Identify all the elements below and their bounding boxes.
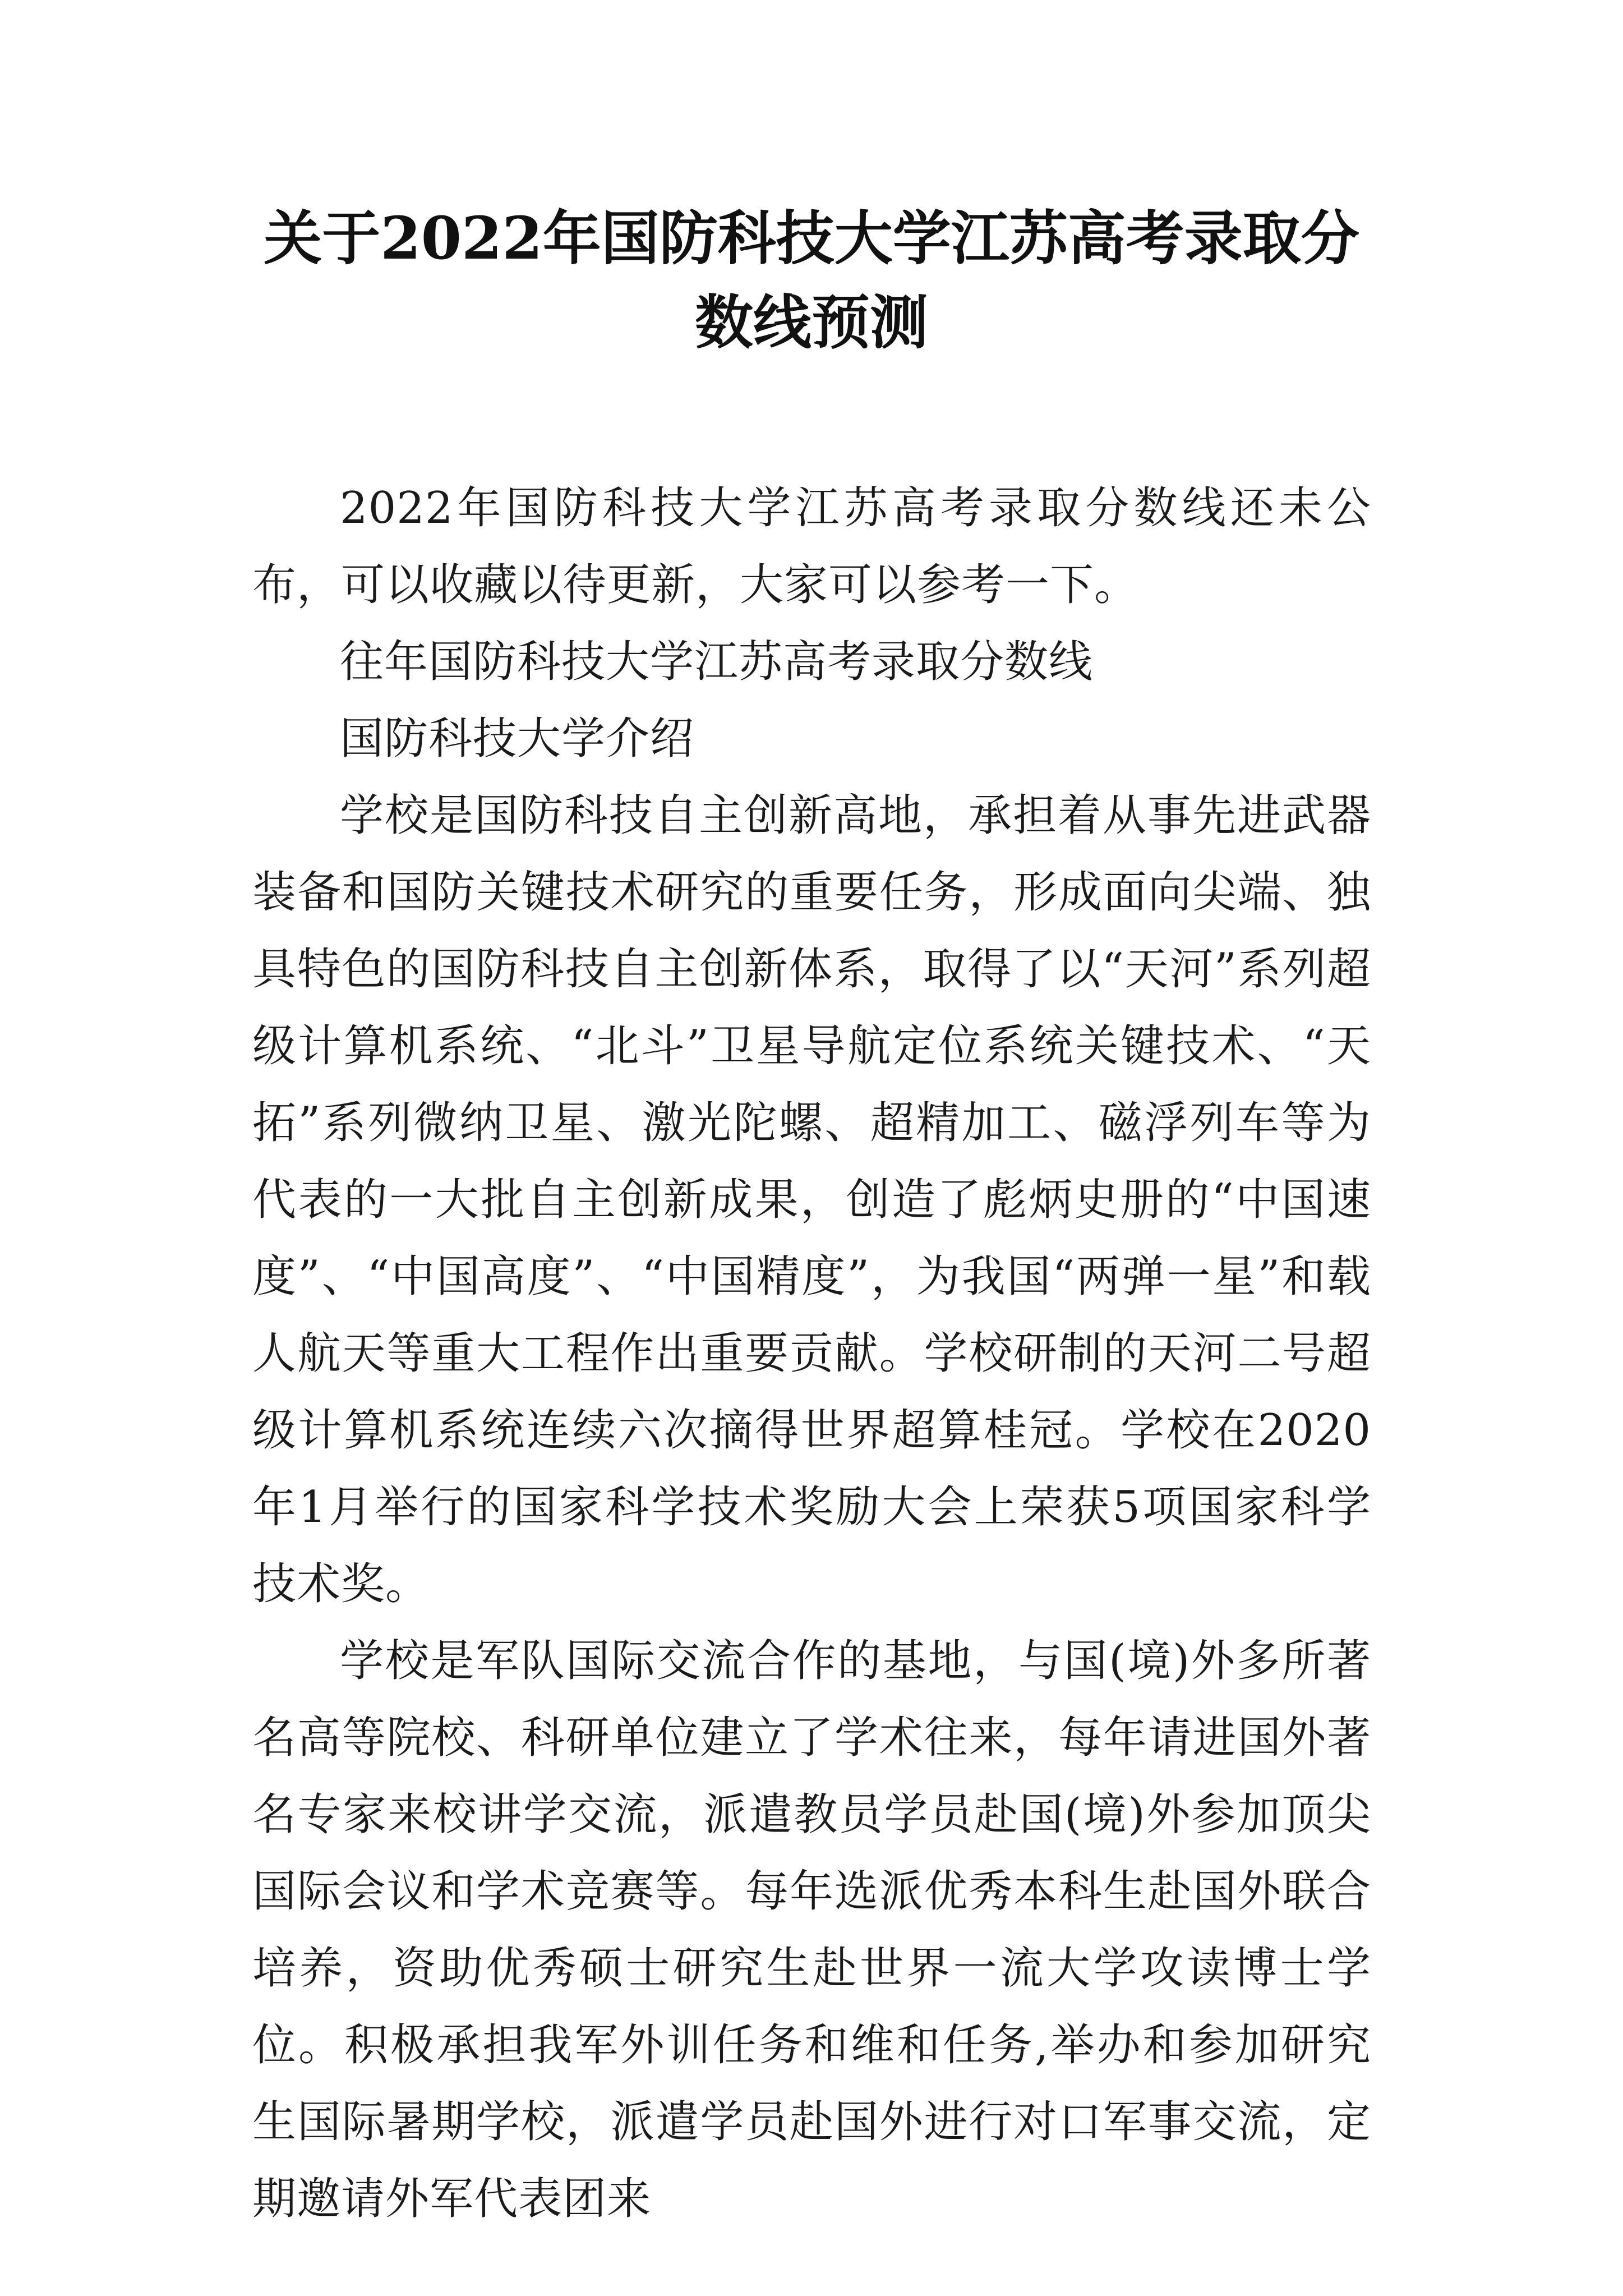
paragraph-intro: 2022年国防科技大学江苏高考录取分数线还未公布，可以收藏以待更新，大家可以参考一下。 (252, 483, 1371, 610)
paragraph-past-scores-heading: 往年国防科技大学江苏高考录取分数线 (340, 637, 1094, 687)
paragraph-innovation: 学校是国防科技自主创新高地，承担着从事先进武器装备和国防关键技术研究的重要任务，形成面向尖端、独具特色的国防科技自主创新体系，取得了以“天河”系列超级计算机系统、“北斗”卫星导航定位系统关键技术、“天拓”系列微纳卫星、激光陀螺、超精加工、磁浮列车等为代表的一大批自主创新成果，创造了彪炳史册的“中国速度”、“中国高度”、“中国精度”，为我国“两弹一星”和载人航天等重大工程作出重要贡献。学校研制的天河二号超级计算机系统连续六次摘得世界超算桂冠。学校在2020年1月举行的国家科学技术奖励大会上荣获5项国家科学技术奖。 (252, 790, 1371, 1609)
document-body (252, 470, 1371, 2238)
paragraph-international-exchange: 学校是军队国际交流合作的基地，与国(境)外多所著名高等院校、科研单位建立了学术往来，每年请进国外著名专家来校讲学交流，派遣教员学员赴国(境)外参加顶尖国际会议和学术竞赛等。每年选派优秀本科生赴国外联合培养，资助优秀硕士研究生赴世界一流大学攻读博士学位。积极承担我军外训任务和维和任务,举办和参加研究生国际暑期学校，派遣学员赴国外进行对口军事交流，定期邀请外军代表团来 (252, 1636, 1371, 2224)
paragraph-university-intro-heading: 国防科技大学介绍 (340, 714, 695, 764)
document-title: 关于2022年国防科技大学江苏高考录取分数线预测 (264, 204, 1359, 357)
